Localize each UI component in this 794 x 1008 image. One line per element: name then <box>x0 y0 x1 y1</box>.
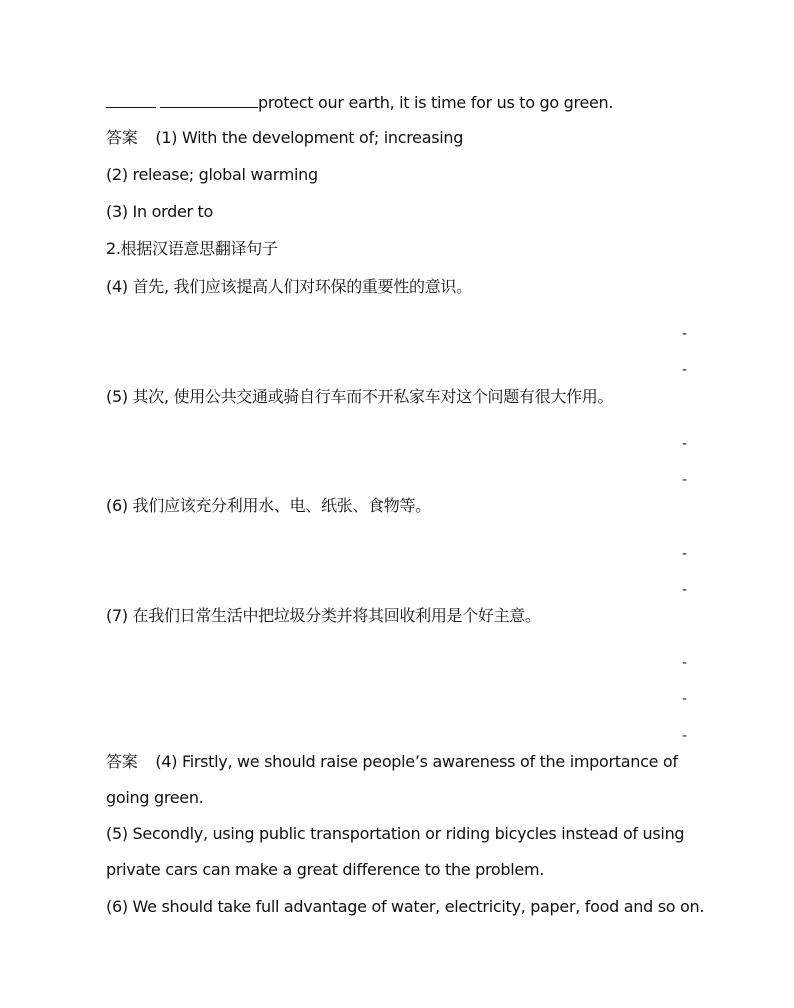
answer-line-1 <box>106 127 463 149</box>
answer-label: 答案 <box>106 128 138 147</box>
answer-line-marker: - <box>682 472 688 488</box>
question-5: (5) 其次, 使用公共交通或骑自行车而不开私家车对这个问题有很大作用。 <box>106 387 614 406</box>
answer-line-marker: - <box>682 546 688 562</box>
answer-blank-2[interactable] <box>160 91 258 108</box>
fill-in-sentence <box>106 91 613 114</box>
answer-line-2: (2) release; global warming <box>106 165 318 184</box>
answer-4-line-1 <box>106 751 678 773</box>
answer-line-marker: - <box>682 655 688 671</box>
question-7: (7) 在我们日常生活中把垃圾分类并将其回收利用是个好主意。 <box>106 606 541 625</box>
answer-line-marker: - <box>682 582 688 598</box>
answer-line-3: (3) In order to <box>106 202 214 221</box>
answer-text: (4) Firstly, we should raise people’s awareness of the importance of <box>155 752 678 771</box>
answer-line-marker: - <box>682 436 688 452</box>
fill-in-text: protect our earth, it is time for us to go green. <box>258 93 614 112</box>
answer-line-marker: - <box>682 691 688 707</box>
answer-text: (1) With the development of; increasing <box>155 128 464 147</box>
answer-line-marker: - <box>682 326 688 342</box>
answer-label: 答案 <box>106 752 138 771</box>
answer-5-line-1: (5) Secondly, using public transportation or riding bicycles instead of using <box>106 824 685 843</box>
question-6: (6) 我们应该充分利用水、电、纸张、食物等。 <box>106 496 431 515</box>
answer-6-line-1: (6) We should take full advantage of water, electricity, paper, food and so on. <box>106 897 705 916</box>
answer-4-line-2: going green. <box>106 788 204 807</box>
question-4: (4) 首先, 我们应该提高人们对环保的重要性的意识。 <box>106 277 472 296</box>
answer-5-line-2: private cars can make a great difference to the problem. <box>106 860 545 879</box>
section-title: 2.根据汉语意思翻译句子 <box>106 239 278 258</box>
answer-blank-1[interactable] <box>106 91 156 108</box>
answer-line-marker: - <box>682 362 688 378</box>
answer-line-marker: - <box>682 728 688 744</box>
